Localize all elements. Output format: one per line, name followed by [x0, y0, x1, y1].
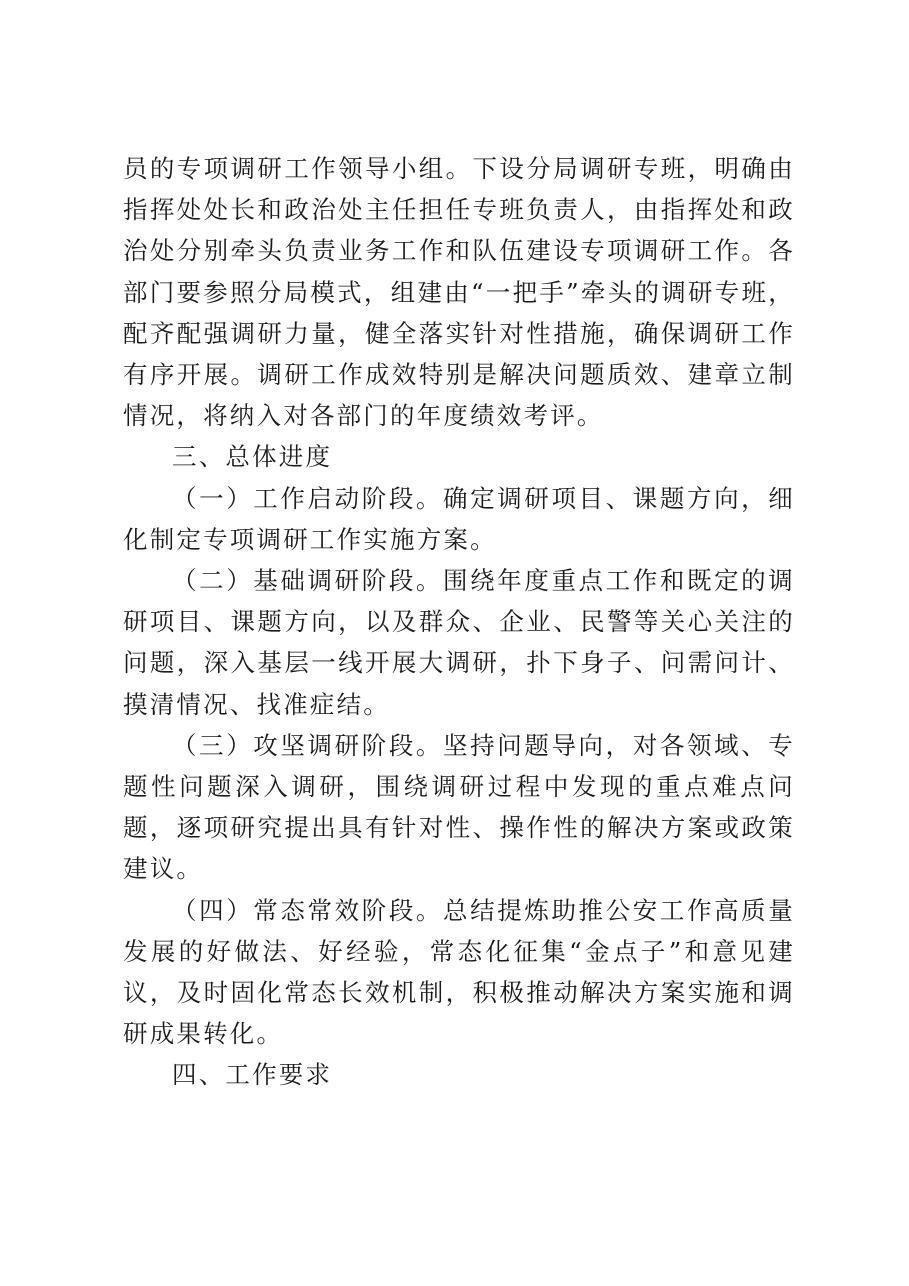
paragraph-leading-group: 员的专项调研工作领导小组。下设分局调研专班，明确由指挥处处长和政治处主任担任专班负责人，由指挥处和政治处分别牵头负责业务工作和队伍建设专项调研工作。各部门要参照分局模式，组建由“一把手”牵头的调研专班，配齐配强调研力量，健全落实针对性措施，确保调研工作有序开展。调研工作成效特别是解决问题质效、建章立制情况，将纳入对各部门的年度绩效考评。 — [123, 154, 795, 431]
paragraph-stage-four: （四）常态常效阶段。总结提炼助推公安工作高质量发展的好做法、好经验，常态化征集“金点子”和意见建议，及时固化常态长效机制，积极推动解决方案实施和调研成果转化。 — [123, 895, 795, 1049]
paragraph-stage-three: （三）攻坚调研阶段。坚持问题导向，对各领域、专题性问题深入调研，围绕调研过程中发现的重点难点问题，逐项研究提出具有针对性、操作性的解决方案或政策建议。 — [123, 730, 795, 884]
paragraph-stage-two: （二）基础调研阶段。围绕年度重点工作和既定的调研项目、课题方向，以及群众、企业、民警等关心关注的问题，深入基层一线开展大调研，扑下身子、问需问计、摸清情况、找准症结。 — [123, 566, 795, 719]
paragraph-stage-one: （一）工作启动阶段。确定调研项目、课题方向，细化制定专项调研工作实施方案。 — [123, 483, 795, 554]
document-body — [123, 148, 795, 1096]
section-heading-work-requirements: 四、工作要求 — [172, 1060, 333, 1090]
section-heading-overall-progress: 三、总体进度 — [172, 442, 333, 472]
